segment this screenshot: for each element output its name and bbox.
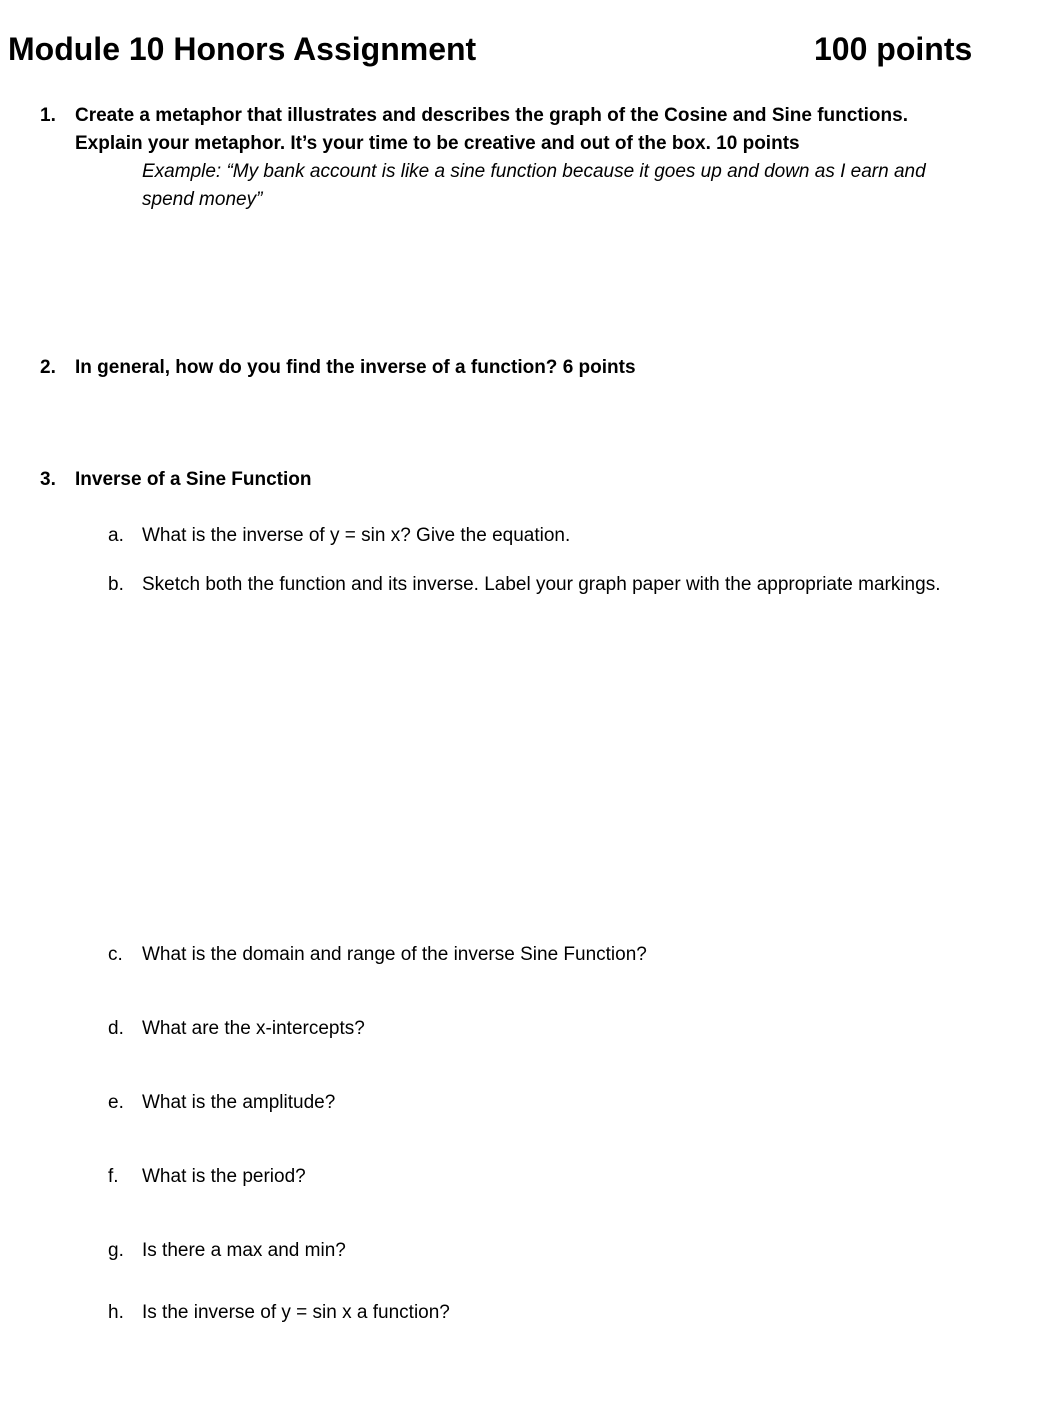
sub-question-letter: d. <box>108 1018 124 1039</box>
example-line-1: Example: “My bank account is like a sine function because it goes up and down as I earn and <box>142 161 926 182</box>
sub-question-letter: h. <box>108 1302 124 1323</box>
sub-question-letter: e. <box>108 1092 124 1113</box>
sub-question-text: What is the inverse of y = sin x? Give the equation. <box>142 525 571 546</box>
question-text: Inverse of a Sine Function <box>75 469 312 490</box>
sub-question-text: Sketch both the function and its inverse. Label your graph paper with the appropriate markings. <box>142 574 941 595</box>
sub-question-letter: b. <box>108 574 124 595</box>
total-points: 100 points <box>814 31 973 67</box>
question-text-line-1: Create a metaphor that illustrates and describes the graph of the Cosine and Sine functions. <box>75 105 908 126</box>
sub-question-text: Is there a max and min? <box>142 1240 346 1261</box>
sub-question-text: What is the period? <box>142 1166 306 1187</box>
sub-question-letter: a. <box>108 525 124 546</box>
question-text: In general, how do you find the inverse of a function? 6 points <box>75 357 636 378</box>
sub-question-letter: g. <box>108 1240 124 1261</box>
sub-question-letter: c. <box>108 944 123 965</box>
example-line-2: spend money” <box>142 189 263 210</box>
question-number: 1. <box>40 105 56 126</box>
sub-question-text: What is the amplitude? <box>142 1092 336 1113</box>
sub-question-letter: f. <box>108 1166 119 1187</box>
page-title: Module 10 Honors Assignment <box>8 31 477 67</box>
sub-question-text: Is the inverse of y = sin x a function? <box>142 1302 450 1323</box>
question-text-line-2: Explain your metaphor. It’s your time to be creative and out of the box. 10 points <box>75 133 800 154</box>
sub-question-text: What are the x-intercepts? <box>142 1018 365 1039</box>
question-number: 2. <box>40 357 56 378</box>
question-number: 3. <box>40 469 56 490</box>
sub-question-text: What is the domain and range of the inverse Sine Function? <box>142 944 647 965</box>
